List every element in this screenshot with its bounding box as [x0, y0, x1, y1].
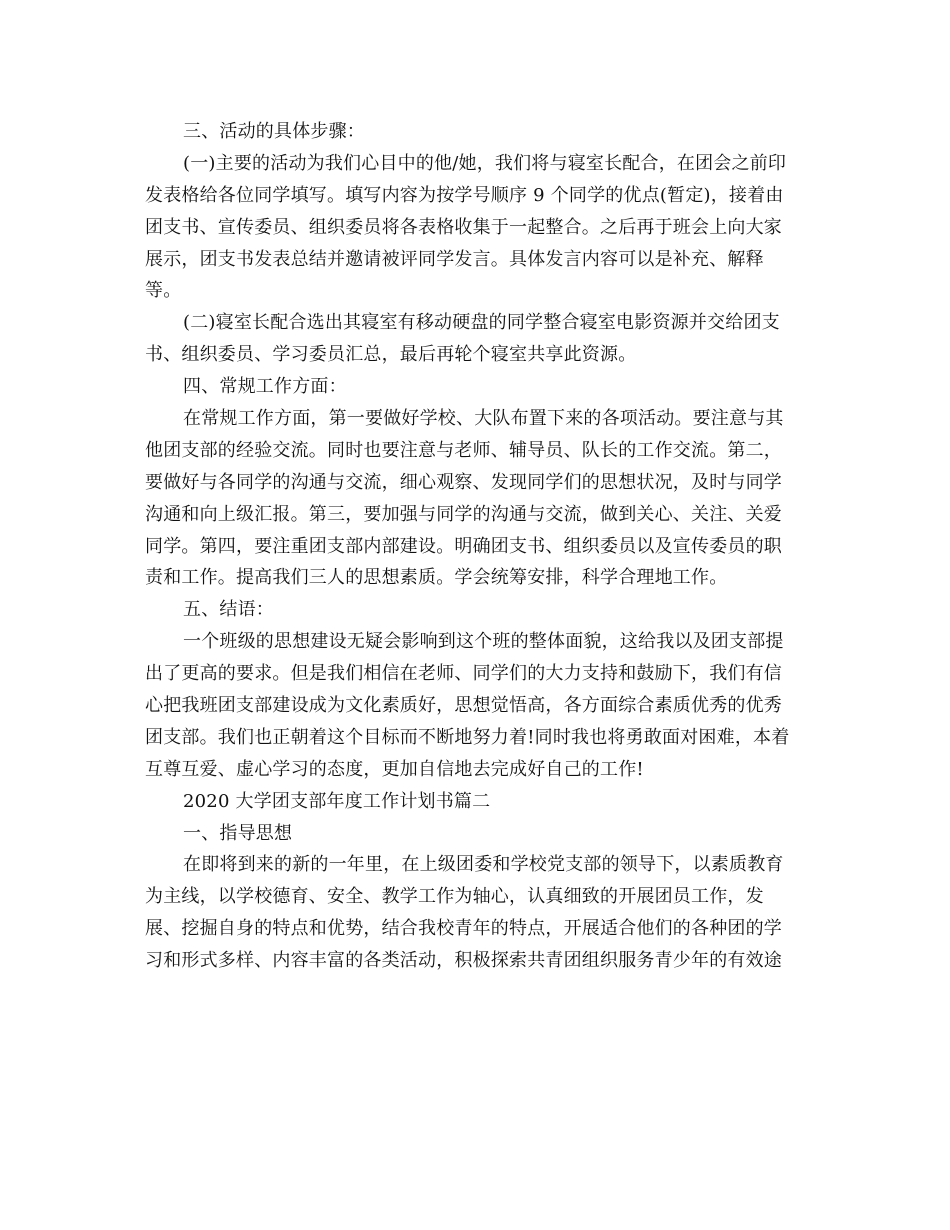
text-line: (二)寝室长配合选出其寝室有移动硬盘的同学整合寝室电影资源并交给团支: [183, 312, 780, 334]
text-line: 三、活动的具体步骤：: [183, 121, 365, 142]
text-line: 责和工作。提高我们三人的思想素质。学会统筹安排，科学合理地工作。: [145, 567, 728, 589]
text-line: 要做好与各同学的沟通与交流，细心观察、发现同学们的思想状况，及时与同学: [145, 471, 782, 493]
text-line: 在即将到来的新的一年里，在上级团委和学校党支部的领导下，以素质教育: [183, 854, 784, 876]
text-line: 四、常规工作方面：: [183, 376, 347, 398]
text-line: 为主线，以学校德育、安全、教学工作为轴心，认真细致的开展团员工作，发: [145, 886, 764, 908]
text-line: 互尊互爱、虚心学习的态度，更加自信地去完成好自己的工作!: [145, 758, 644, 780]
text-line: 团支书、宣传委员、组织委员将各表格收集于一起整合。之后再于班会上向大家: [145, 216, 782, 238]
text-line: 一、指导思想: [183, 822, 293, 844]
text-line: 一个班级的思想建设无疑会影响到这个班的整体面貌，这给我以及团支部提: [183, 631, 784, 653]
text-line: 五、结语：: [183, 599, 274, 621]
text-line: 出了更高的要求。但是我们相信在老师、同学们的大力支持和鼓励下，我们有信: [145, 663, 782, 685]
document-body: [145, 116, 810, 977]
text-line: (一)主要的活动为我们心目中的他/她，我们将与寝室长配合，在团会之前印: [183, 152, 787, 174]
text-line: 他团支部的经验交流。同时也要注意与老师、辅导员、队长的工作交流。第二，: [145, 439, 782, 461]
text-line: 在常规工作方面，第一要做好学校、大队布置下来的各项活动。要注意与其: [183, 408, 784, 430]
text-line: 习和形式多样、内容丰富的各类活动，积极探索共青团组织服务青少年的有效途: [145, 950, 782, 972]
text-line: 同学。第四，要注重团支部内部建设。明确团支书、组织委员以及宣传委员的职: [145, 535, 782, 557]
text-line: 展、挖掘自身的特点和优势，结合我校青年的特点，开展适合他们的各种团的学: [145, 918, 782, 940]
text-line: 2020 大学团支部年度工作计划书篇二: [183, 790, 491, 812]
text-line: 心把我班团支部建设成为文化素质好，思想觉悟高，各方面综合素质优秀的优秀: [145, 695, 782, 717]
text-line: 沟通和向上级汇报。第三，要加强与同学的沟通与交流，做到关心、关注、关爱: [145, 503, 782, 525]
text-line: 展示，团支书发表总结并邀请被评同学发言。具体发言内容可以是补充、解释: [145, 248, 764, 270]
text-line: 团支部。我们也正朝着这个目标而不断地努力着!同时我也将勇敢面对困难，本着: [145, 726, 790, 748]
text-line: 书、组织委员、学习委员汇总，最后再轮个寝室共享此资源。: [145, 344, 637, 366]
text-line: 等。: [145, 280, 182, 302]
text-line: 发表格给各位同学填写。填写内容为按学号顺序 9 个同学的优点(暂定)，接着由: [145, 184, 784, 206]
